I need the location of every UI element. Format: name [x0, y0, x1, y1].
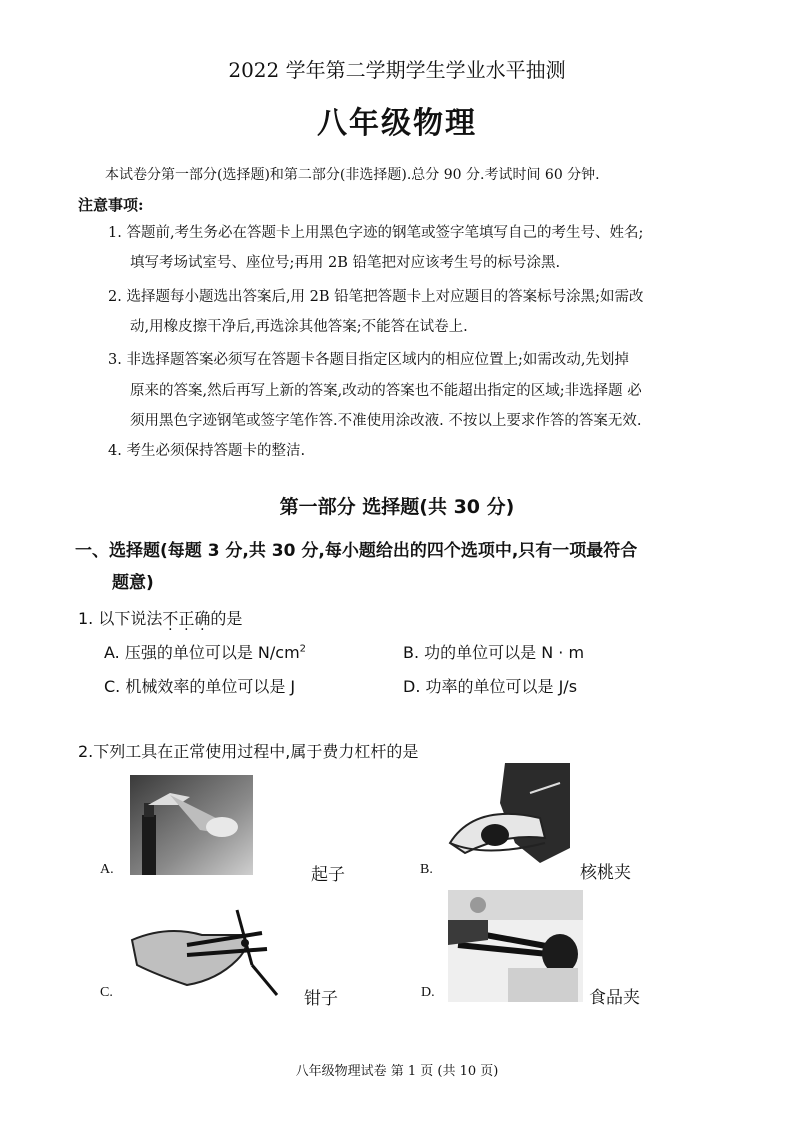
q1-emphasis-char: 不 [162, 609, 179, 628]
notice-item-3-line-1: 3. 非选择题答案必须写在答题卡各题目指定区域内的相应位置上;如需改动,先划掉 [108, 352, 629, 368]
notice-item-2-line-2: 动,用橡皮擦干净后,再选涂其他答案;不能答在试卷上. [130, 319, 468, 335]
q1-option-b: B. 功的单位可以是 N · m [403, 643, 585, 662]
q2-option-b-label: 核桃夹 [580, 863, 631, 883]
q2-option-a-label: 起子 [311, 865, 345, 885]
q2-option-c-letter: C. [100, 985, 113, 1000]
q1-option-a-text: A. 压强的单位可以是 N/cm [104, 643, 300, 662]
notice-item-3-line-2: 原来的答案,然后再写上新的答案,改动的答案也不能超出指定的区域;非选择题 必 [130, 383, 642, 399]
q1-emphasis-char: 正 [178, 609, 195, 628]
notice-item-4-line-1: 4. 考生必须保持答题卡的整洁. [108, 443, 306, 459]
q1-option-a [104, 640, 306, 663]
walnut-cracker-photo [445, 763, 575, 875]
q2-option-c-label: 钳子 [304, 989, 338, 1009]
pliers-photo [127, 905, 287, 1000]
part1-heading-line-1: 一、选择题(每题 3 分,共 30 分,每小题给出的四个选项中,只有一项最符合 [75, 541, 638, 561]
q1-stem-prefix: 1. 以下说法 [78, 609, 163, 628]
notice-heading: 注意事项: [78, 196, 144, 214]
q1-emphasis-char: 确 [194, 609, 211, 628]
notice-item-1-line-2: 填写考场试室号、座位号;再用 2B 铅笔把对应该考生号的标号涂黑. [130, 255, 561, 271]
page-footer: 八年级物理试卷 第 1 页 (共 10 页) [295, 1064, 499, 1079]
q2-option-d-letter: D. [421, 985, 435, 1000]
notice-item-1-line-1: 1. 答题前,考生务必在答题卡上用黑色字迹的钢笔或签字笔填写自己的考生号、姓名; [108, 225, 644, 241]
bottle-opener-photo [130, 775, 253, 875]
q1-option-c: C. 机械效率的单位可以是 J [104, 677, 296, 696]
subject-title: 八年级物理 [317, 106, 477, 141]
q2-option-b-letter: B. [420, 862, 433, 877]
q2-stem: 2.下列工具在正常使用过程中,属于费力杠杆的是 [78, 742, 419, 761]
q1-stem [78, 606, 242, 629]
q1-stem-suffix: 的是 [210, 609, 243, 628]
q1-option-a-superscript: 2 [299, 643, 307, 655]
q1-option-d: D. 功率的单位可以是 J/s [403, 677, 578, 696]
exam-title: 2022 学年第二学期学生学业水平抽测 [228, 58, 566, 82]
notice-item-3-line-3: 须用黑色字迹钢笔或签字笔作答.不准使用涂改液. 不按以上要求作答的答案无效. [130, 413, 642, 429]
section-title: 第一部分 选择题(共 30 分) [279, 496, 515, 518]
exam-intro: 本试卷分第一部分(选择题)和第二部分(非选择题).总分 90 分.考试时间 60 分钟. [105, 167, 600, 183]
part1-heading-line-2: 题意) [112, 573, 154, 593]
q2-option-a-letter: A. [100, 862, 114, 877]
notice-item-2-line-1: 2. 选择题每小题选出答案后,用 2B 铅笔把答题卡上对应题目的答案标号涂黑;如需改 [108, 289, 644, 305]
q1-stem-emphasis [162, 609, 210, 628]
q2-option-d-label: 食品夹 [589, 988, 640, 1008]
food-tongs-photo [448, 890, 583, 1002]
